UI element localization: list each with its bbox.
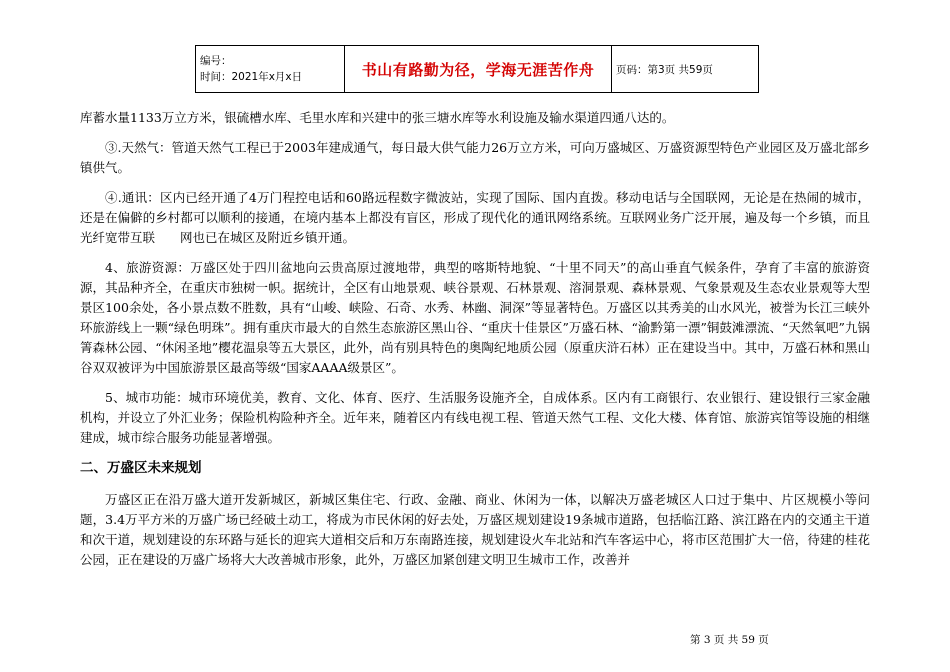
paragraph-natural-gas: ③.天然气：管道天然气工程已于2003年建成通气，每日最大供气能力26万立方米，可向万盛城区、万盛资源型特色产业园区及万盛北部乡镇供气。 [80, 140, 870, 175]
header-page-number: 页码：第3页 共59页 [612, 46, 759, 93]
paragraph-city-function: 5、城市功能：城市环境优美，教育、文化、体育、医疗、生活服务设施齐全，自成体系。区内有工商银行、农业银行、建设银行三家金融机构，并设立了外汇业务；保险机构险种齐全。近年来，随着区内有线电视工程、管道天然气工程、文化大楼、体育馆、旅游宾馆等设施的相继建成，城市综合服务功能显著增强。 [80, 390, 870, 445]
section-heading: 二、万盛区未来规划 [80, 460, 202, 476]
paragraph-tourism: 4、旅游资源：万盛区处于四川盆地向云贵高原过渡地带，典型的喀斯特地貌、“十里不同天”的高山垂直气候条件，孕育了丰富的旅游资源，其品种齐全，在重庆市独树一帜。据统计，全区有山地景观、峡谷景观、石林景观、溶洞景观、森林景观、气象景观及生态农业景观等大型景区100余处，各小景点数不胜数，具有“山峻、峡险、石奇、水秀、林幽、洞深”等显著特色。万盛区以其秀美的山水风光，被誉为长江三峡外环旅游线上一颗“绿色明珠”。拥有重庆市最大的自然生态旅游区黑山谷、“重庆十佳景区”万盛石林、“渝黔第一漂”铜鼓滩漂流、“天然氧吧”九锅箐森林公园、“休闲圣地”樱花温泉等五大景区，此外，尚有别具特色的奥陶纪地质公园（原重庆浒石林）正在建设当中。其中，万盛石林和黑山谷双双被评为中国旅游景区最高等级“国家AAAA级景区”。 [80, 260, 870, 375]
document-body [80, 108, 870, 580]
page-footer: 第 3 页 共 59 页 [690, 634, 769, 646]
header-motto: 书山有路勤为径，学海无涯苦作舟 [345, 46, 612, 93]
page-header [195, 45, 759, 93]
header-info-cell [196, 46, 345, 93]
serial-number-label: 编号： [200, 55, 232, 67]
paragraph-communications: ④.通讯：区内已经开通了4万门程控电话和60路远程数字微波站，实现了国际、国内直拨。移动电话与全国联网，无论是在热闹的城市，还是在偏僻的乡村都可以顺利的接通，在境内基本上都没有盲区，形成了现代化的通讯网络系统。互联网业务广泛开展，遍及每一个乡镇，而且光纤宽带互联 网也已在城区及附近乡镇开通。 [80, 190, 870, 245]
date-label: 时间：2021年x月x日 [200, 71, 303, 83]
paragraph-future-plan: 万盛区正在沿万盛大道开发新城区，新城区集住宅、行政、金融、商业、休闲为一体，以解决万盛老城区人口过于集中、片区规模小等问题，3.4万平方米的万盛广场已经破土动工，将成为市民休闲的好去处，万盛区规划建设19条城市道路，包括临江路、滨江路在内的交通主干道和次干道，规划建设的东环路与延长的迎宾大道相交后和万东南路连接，规划建设火车北站和汽车客运中心，将市区范围扩大一倍，待建的桂花公园，正在建设的万盛广场将大大改善城市形象，此外，万盛区加紧创建文明卫生城市工作，改善并 [80, 492, 870, 567]
paragraph-reservoir: 库蓄水量1133万立方米，银硫槽水库、毛里水库和兴建中的张三塘水库等水利设施及输水渠道四通八达的。 [80, 110, 675, 125]
